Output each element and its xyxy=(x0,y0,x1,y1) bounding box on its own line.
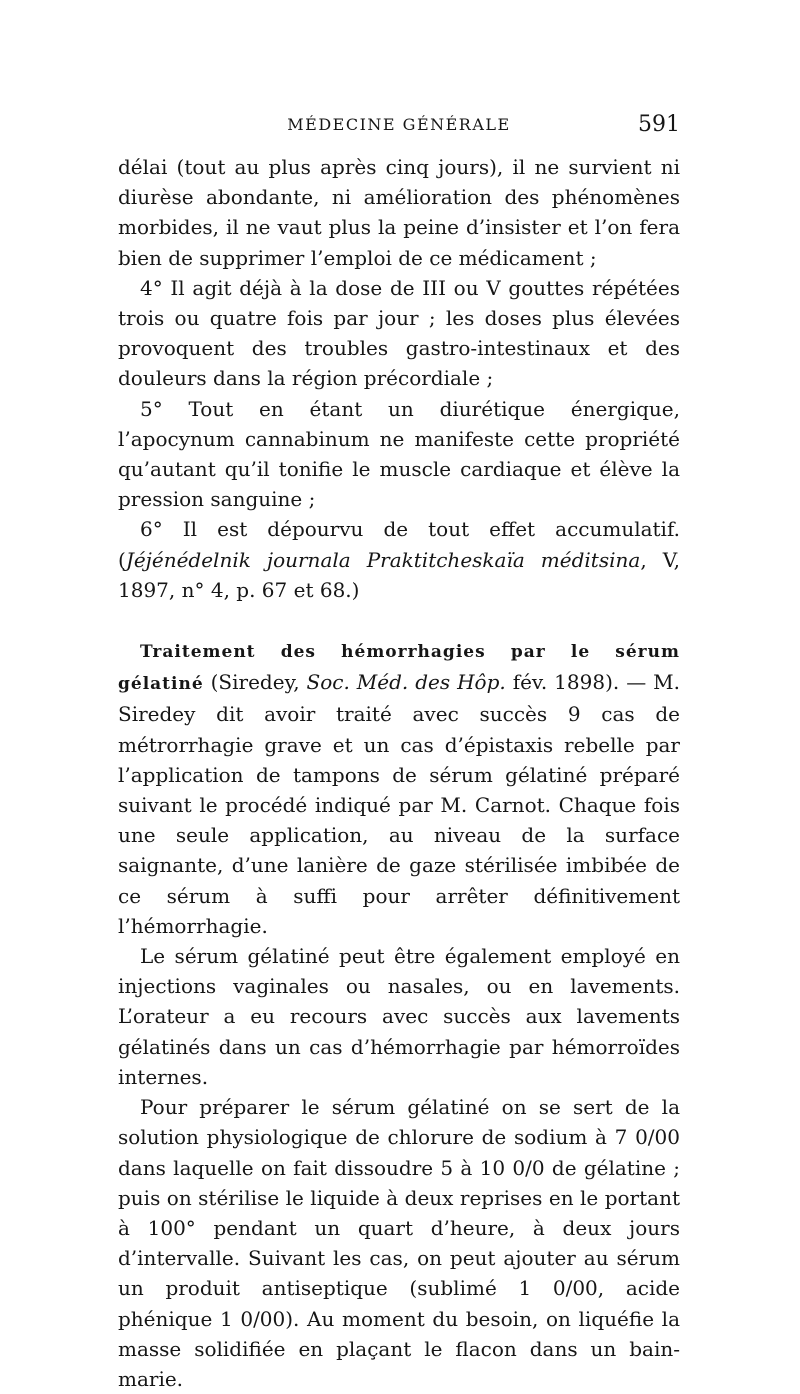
paragraph-serum-use: Le sérum gélatiné peut être également employé en injections vaginales ou nasales, ou en lavements. L’orateur a eu recours avec succès aux lavements gélatinés dans un cas d’hémorrhagie par hémorroïdes internes. xyxy=(118,944,680,1089)
section-ref-body: fév. 1898). — M. Siredey dit avoir traité avec succès 9 cas de métrorrhagie grave et un cas d’épistaxis rebelle par l’application de tampons de sérum gélatiné préparé suivant le procédé indiqué par M. Carnot. Chaque fois une seule application, au niveau de la surface saignante, d’une lanière de gaze stérilisée imbibée de ce sérum à suffi pour arrêter définitivement l’hémorrhagie. xyxy=(118,670,680,938)
section-ref-start: (Siredey, xyxy=(203,670,307,695)
paragraph-point-6 xyxy=(118,514,680,605)
running-title: MÉDECINE GÉNÉRALE xyxy=(287,115,511,134)
running-head xyxy=(118,110,680,140)
point-6-text: 6° Il est dépourvu de tout effet accumulatif. ( xyxy=(118,517,680,572)
paragraph-serum-preparation: Pour préparer le sérum gélatiné on se sert de la solution physiologique de chlorure de sodium à 7 0/00 dans laquelle on fait dissoudre 5 à 10 0/0 de gélatine ; puis on stérilise le liquide à deux reprises en le portant à 100° pendant un quart d’heure, à deux jours d’intervalle. Suivant les cas, on peut ajouter au sérum un produit antiseptique (sublimé 1 0/00, acide phénique 1 0/00). Au moment du besoin, on liquéfie la masse solidifiée en plaçant le flacon dans un bain-marie. xyxy=(118,1095,680,1391)
section-heading: Traitement des hémorrhagies par le sérum gélatiné xyxy=(118,642,680,695)
body-text xyxy=(118,152,680,1394)
paragraph-continuation: délai (tout au plus après cinq jours), il ne survient ni diurèse abondante, ni amélioration des phénomènes morbides, il ne vaut plus la peine d’insister et l’on fera bien de supprimer l’emploi de ce médicament ; xyxy=(118,155,680,270)
paragraph-point-4: 4° Il agit déjà à la dose de III ou V gouttes répétées trois ou quatre fois par jour ; les doses plus élevées provoquent des troubles gastro-intestinaux et des douleurs dans la région précordiale ; xyxy=(118,275,680,391)
section-ref-source: Soc. Méd. des Hôp. xyxy=(306,670,506,695)
paragraph-point-5: 5° Tout en étant un diurétique énergique, l’apocynum cannabinum ne manifeste cette propriété qu’autant qu’il tonifie le muscle cardiaque et élève la pression sanguine ; xyxy=(118,396,680,512)
section-paragraph xyxy=(118,635,680,941)
page-number: 591 xyxy=(638,112,680,137)
citation-details: , V, 1897, n° 4, p. 67 et 68.) xyxy=(118,547,680,602)
journal-citation: Jéjénédelnik journala Praktitcheskaïa méditsina xyxy=(125,547,641,572)
